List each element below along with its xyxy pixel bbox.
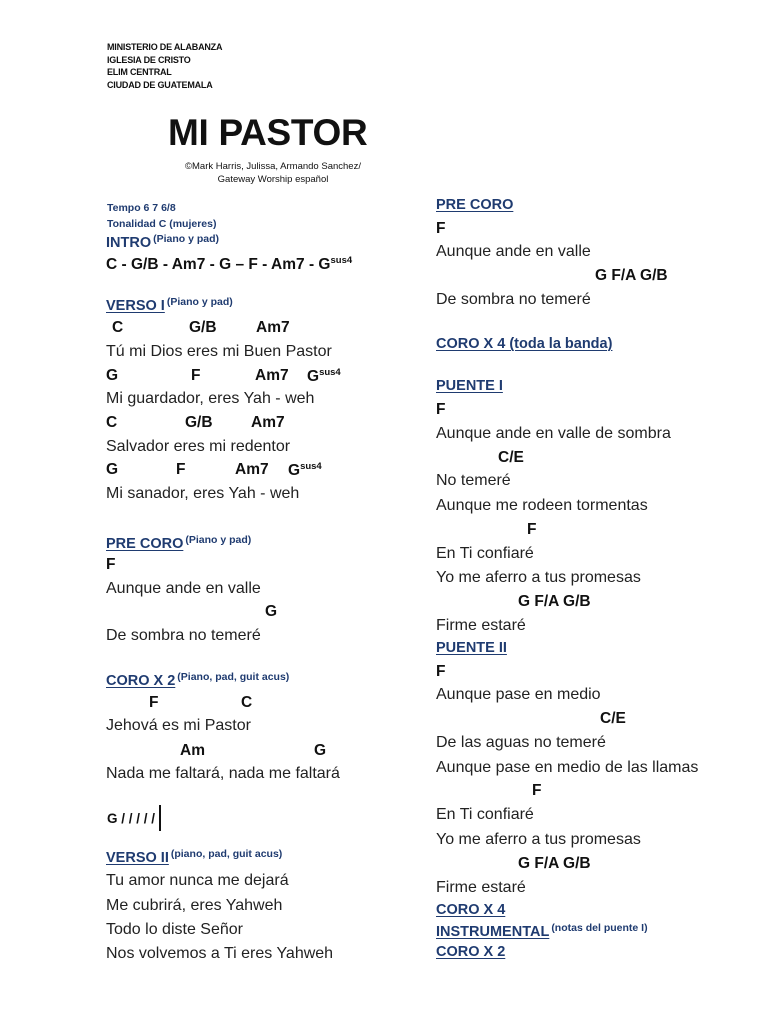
chord: G F/A G/B [595,267,668,284]
chord: C/E [498,449,524,466]
section-coro-x4-final [436,902,505,918]
chord: G [106,367,119,384]
chord-suffix: sus4 [319,367,341,378]
section-label: VERSO I [106,298,165,314]
chord-text: G [307,368,320,386]
lyric-line: Todo lo diste Señor [106,921,243,938]
section-label: PUENTE I [436,378,503,394]
org-line: MINISTERIO DE ALABANZA [107,42,223,52]
section-label: CORO X 2 [436,944,506,960]
tempo: Tempo 6 7 6/8 [107,202,176,214]
section-intro [106,233,219,251]
credit-line: ©Mark Harris, Julissa, Armando Sanchez/ [185,161,361,172]
lyric-line: Salvador eres mi redentor [106,438,291,455]
lyric-line: En Ti confiaré [436,545,534,562]
section-coro [106,671,289,689]
strum-pattern [107,805,161,831]
chord: Am7 [255,367,289,384]
section-note: (piano, pad, guit acus) [170,848,283,860]
section-pre-coro-right [436,197,513,213]
lyric-line: Aunque pase en medio de las llamas [436,759,699,776]
section-label: INSTRUMENTAL [436,924,550,940]
section-puente-1 [436,378,503,394]
section-label: INTRO [106,235,152,251]
chord-text: G [288,462,301,480]
chord: G F/A G/B [518,593,591,610]
section-note: (Piano y pad) [166,296,233,308]
section-puente-2 [436,640,507,656]
chord: G/B [185,414,213,431]
strum-text: G / / / / / [107,811,156,826]
lyric-line: Tú mi Dios eres mi Buen Pastor [106,343,332,360]
lyric-line: Mi guardador, eres Yah - weh [106,390,315,407]
section-label: VERSO II [106,850,169,866]
lyric-line: Me cubrirá, eres Yahweh [106,897,283,914]
section-label: CORO X 4 (toda la banda) [436,336,613,352]
chord: Am7 [251,414,285,431]
lyric-line: Jehová es mi Pastor [106,717,251,734]
section-note: (Piano y pad) [185,534,252,546]
lyric-line: En Ti confiaré [436,806,534,823]
org-line: CIUDAD DE GUATEMALA [107,79,213,90]
chord: G [314,742,327,759]
chord: F [149,694,159,711]
chord: G [106,461,119,478]
chord: C/E [600,710,626,727]
chord: F [436,663,446,680]
chord: C [241,694,253,711]
chord: F [436,220,446,237]
lyric-line: Tu amor nunca me dejará [106,872,289,889]
lyric-line: Nos volvemos a Ti eres Yahweh [106,945,334,962]
chord: Am7 [235,461,269,478]
chord [288,461,322,480]
lyric-line: Yo me aferro a tus promesas [436,831,641,848]
lyric-line: Aunque ande en valle de sombra [436,425,671,442]
chord: F [106,556,116,573]
lyric-line: De sombra no temeré [436,291,591,308]
lyric-line: Aunque ande en valle [106,580,261,597]
lyric-line: Yo me aferro a tus promesas [436,569,641,586]
chord [307,367,341,386]
lyric-line: Mi sanador, eres Yah - weh [106,485,300,502]
section-pre-coro [106,534,251,552]
chord: C [106,414,118,431]
chord: G [265,603,278,620]
section-label: CORO X 4 [436,902,506,918]
chord: F [436,401,446,418]
chord: G F/A G/B [518,855,591,872]
chord: Am [180,742,205,759]
lyric-line: De las aguas no temeré [436,734,606,751]
chord-line [106,255,352,274]
lyric-line: Aunque me rodeen tormentas [436,497,648,514]
lyric-line: De sombra no temeré [106,627,261,644]
chord: F [176,461,186,478]
lyric-line: Aunque ande en valle [436,243,591,260]
lyric-line: Firme estaré [436,617,526,634]
section-note: (Piano, pad, guit acus) [177,671,290,683]
key: Tonalidad C (mujeres) [107,218,217,230]
lyric-line: No temeré [436,472,511,489]
section-verso-2 [106,848,282,866]
chord: C [112,319,124,336]
lyric-line: Nada me faltará, nada me faltará [106,765,340,782]
chord: G/B [189,319,217,336]
section-label: PRE CORO [436,197,514,213]
section-coro-x4 [436,336,612,352]
org-line: ELIM CENTRAL [107,67,172,77]
song-title: MI PASTOR [168,112,368,153]
chord-suffix: sus4 [330,255,353,266]
credit-line: Gateway Worship español [217,174,329,185]
section-note: (Piano y pad) [153,233,220,245]
section-label: CORO X 2 [106,673,176,689]
org-line: IGLESIA DE CRISTO [107,54,191,65]
chord-suffix: sus4 [300,461,322,472]
lyric-line: Firme estaré [436,879,526,896]
bar-line [159,805,161,831]
section-label: PRE CORO [106,536,184,552]
chord: F [191,367,201,384]
chord: F [527,521,537,538]
section-label: PUENTE II [436,640,507,656]
lyric-line: Aunque pase en medio [436,686,601,703]
section-instrumental [436,922,648,940]
section-verso-1 [106,296,233,314]
chord-text: C - G/B - Am7 - G – F - Am7 - G [106,256,331,274]
chord: Am7 [256,319,290,336]
section-coro-x2-final [436,944,505,960]
chord: F [532,782,542,799]
section-note: (notas del puente I) [551,922,648,934]
